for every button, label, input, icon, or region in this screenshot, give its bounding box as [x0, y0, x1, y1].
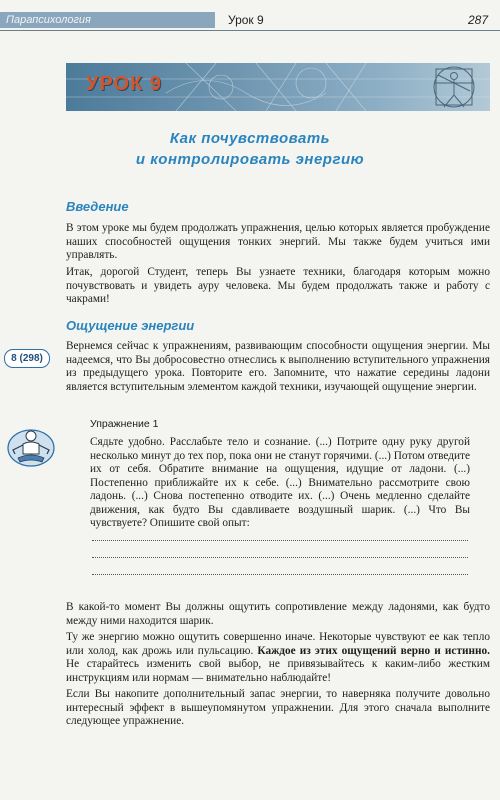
after-paragraph-2-bold: Каждое из этих ощущений верно и истинно.	[257, 644, 490, 657]
answer-line-1[interactable]	[92, 540, 468, 541]
page-header	[0, 12, 500, 31]
intro-heading: Введение	[66, 199, 129, 214]
after-paragraph-2-start: Ту же энергию можно ощутить совершенно иначе. Некоторые чувствуют ее как тепло или холод, как дрожь или пульсацию.	[66, 631, 490, 657]
after-paragraph-2-end: Не старайтесь изменить свой выбор, не привязывайтесь к каким-либо жестким инструкциям или нормам — внимательно наблюдайте!	[66, 658, 490, 684]
page-number: 287	[467, 13, 488, 27]
answer-line-3[interactable]	[92, 574, 468, 575]
after-paragraph-3: Если Вы накопите дополнительный запас энергии, то наверняка получите довольно интересный эффект в вышеупомянутом упражнении. Для этого сначала выполните следующее упражнение.	[66, 688, 490, 727]
header-lesson: Урок 9	[228, 13, 264, 27]
meditating-person-icon	[6, 424, 56, 468]
sense-heading: Ощущение энергии	[66, 318, 195, 333]
exercise-text: Сядьте удобно. Расслабьте тело и сознание. (...) Потрите одну руку другой несколько минут до тех пор, пока они не станут горячими. (...) Потом отведите их от себя. Обратите внимание на ощущения, идущие от ладони. (...) Постепенно приближайте их к себе. (...) Внимательно рассмотрите свою ладонь. (...) Снова постепенно отводите их. (...) Очень медленно сделайте движения, как будто Вы сдавливаете воздушный шарик. (...) Что Вы чувствуете? Опишите свой опыт:	[90, 436, 470, 529]
header-subject: Парапсихология	[0, 12, 215, 28]
cross-reference-badge: 8 (298)	[4, 349, 50, 368]
after-paragraph-2	[66, 631, 490, 685]
intro-paragraph-1: В этом уроке мы будем продолжать упражнения, целью которых является пробуждение наших способностей ощущения тонких энергий. Мы также будем учиться ими управлять.	[66, 222, 490, 261]
title-line-2: и контролировать энергию	[135, 151, 365, 168]
vitruvian-icon	[434, 67, 474, 107]
answer-line-2[interactable]	[92, 557, 468, 558]
after-paragraph-1: В какой-то момент Вы должны ощутить сопротивление между ладонями, как будто между ними находится шарик.	[66, 601, 490, 627]
lesson-banner	[66, 63, 490, 111]
page-title	[0, 128, 500, 170]
exercise-title: Упражнение 1	[90, 418, 159, 430]
sense-paragraph: Вернемся сейчас к упражнениям, развивающим способности ощущения энергии. Мы надеемся, что Вы добросовестно отнеслись к выполнению вступительного упражнения из предыдущего урока. Повторите его. Запомните, что нажатие середины ладони является вступительным элементом каждой техники, изучающей ощущение энергии.	[66, 340, 490, 393]
title-line-1: Как почувствовать	[169, 130, 331, 147]
intro-paragraph-2: Итак, дорогой Студент, теперь Вы узнаете техники, благодаря которым можно почувствовать и увидеть ауру человека. Мы будем продолжать также и работу с чакрами!	[66, 266, 490, 305]
banner-title: УРОК 9	[86, 73, 162, 95]
